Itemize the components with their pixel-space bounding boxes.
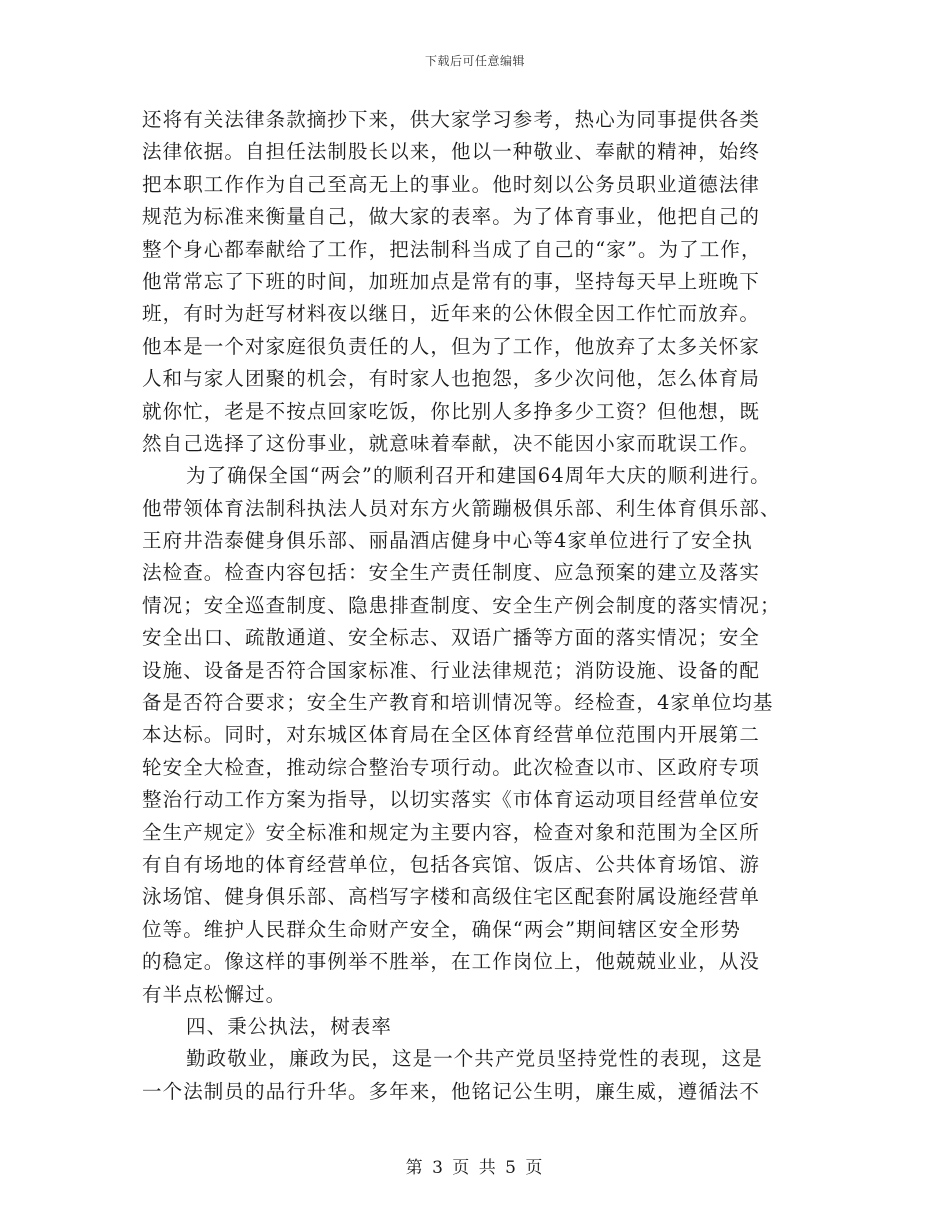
paragraph-start-line: 为了确保全国“两会”的顺利召开和建国64周年大庆的顺利进行。: [186, 464, 771, 488]
text-line: 的稳定。像这样的事例举不胜举，在工作岗位上，他兢兢业业，从没: [142, 950, 761, 974]
text-line: 设施、设备是否符合国家标准、行业法律规范；消防设施、设备的配: [142, 658, 761, 682]
text-line: 整治行动工作方案为指导，以切实落实《市体育运动项目经营单位安: [142, 788, 761, 812]
text-line: 整个身心都奉献给了工作，把法制科当成了自己的“家”。为了工作，: [142, 237, 762, 261]
text-line: 法检查。检查内容包括：安全生产责任制度、应急预案的建立及落实: [142, 561, 761, 585]
section-heading: 四、秉公执法，树表率: [186, 1014, 393, 1038]
text-line: 他本是一个对家庭很负责任的人，但为了工作，他放弃了太多关怀家: [142, 334, 761, 358]
text-line: 有半点松懈过。: [142, 982, 287, 1006]
text-line: 还将有关法律条款摘抄下来，供大家学习参考，热心为同事提供各类: [142, 108, 761, 131]
text-line: 位等。维护人民群众生命财产安全，确保“两会”期间辖区安全形势: [142, 917, 741, 941]
text-line: 一个法制员的品行升华。多年来，他铭记公生明，廉生威，遵循法不: [142, 1079, 761, 1103]
text-line: 本达标。同时，对东城区体育局在全区体育经营单位范围内开展第二: [142, 723, 761, 747]
text-line: 王府井浩泰健身俱乐部、丽晶酒店健身中心等4家单位进行了安全执: [142, 529, 753, 553]
text-line: 他常常忘了下班的时间，加班加点是常有的事，坚持每天早上班晚下: [142, 269, 761, 293]
text-line: 泳场馆、健身俱乐部、高档写字楼和高级住宅区配套附属设施经营单: [142, 885, 761, 909]
text-line: 班，有时为赶写材料夜以继日，近年来的公休假全因工作忙而放弃。: [142, 302, 761, 326]
text-line: 然自己选择了这份事业，就意味着奉献，决不能因小家而耽误工作。: [142, 431, 761, 455]
paragraph-start-line: 勤政敬业，廉政为民，这是一个共产党员坚持党性的表现，这是: [186, 1047, 763, 1071]
page-header: 下载后可任意编辑: [424, 54, 525, 68]
text-line: 全生产规定》安全标准和规定为主要内容，检查对象和范围为全区所: [142, 820, 761, 844]
text-line: 规范为标准来衡量自己，做大家的表率。为了体育事业，他把自己的: [142, 205, 761, 229]
document-body: [142, 104, 822, 1108]
text-line: 法律依据。自担任法制股长以来，他以一种敬业、奉献的精神，始终: [142, 140, 761, 164]
text-line: 备是否符合要求；安全生产教育和培训情况等。经检查，4家单位均基: [142, 691, 774, 715]
text-line: 情况；安全巡查制度、隐患排查制度、安全生产例会制度的落实情况；: [142, 593, 781, 617]
text-line: 就你忙，老是不按点回家吃饭，你比别人多挣多少工资？但他想，既: [142, 399, 761, 423]
text-line: 有自有场地的体育经营单位，包括各宾馆、饭店、公共体育场馆、游: [142, 852, 761, 876]
text-line: 人和与家人团聚的机会，有时家人也抱怨，多少次问他，怎么体育局: [142, 367, 761, 391]
text-line: 他带领体育法制科执法人员对东方火箭蹦极俱乐部、利生体育俱乐部、: [142, 496, 781, 520]
page-number-footer: 第 3 页 共 5 页: [405, 1158, 545, 1178]
text-line: 安全出口、疏散通道、安全标志、双语广播等方面的落实情况；安全: [142, 626, 761, 650]
text-line: 轮安全大检查，推动综合整治专项行动。此次检查以市、区政府专项: [142, 755, 761, 779]
text-line: 把本职工作作为自己至高无上的事业。他时刻以公务员职业道德法律: [142, 172, 761, 196]
